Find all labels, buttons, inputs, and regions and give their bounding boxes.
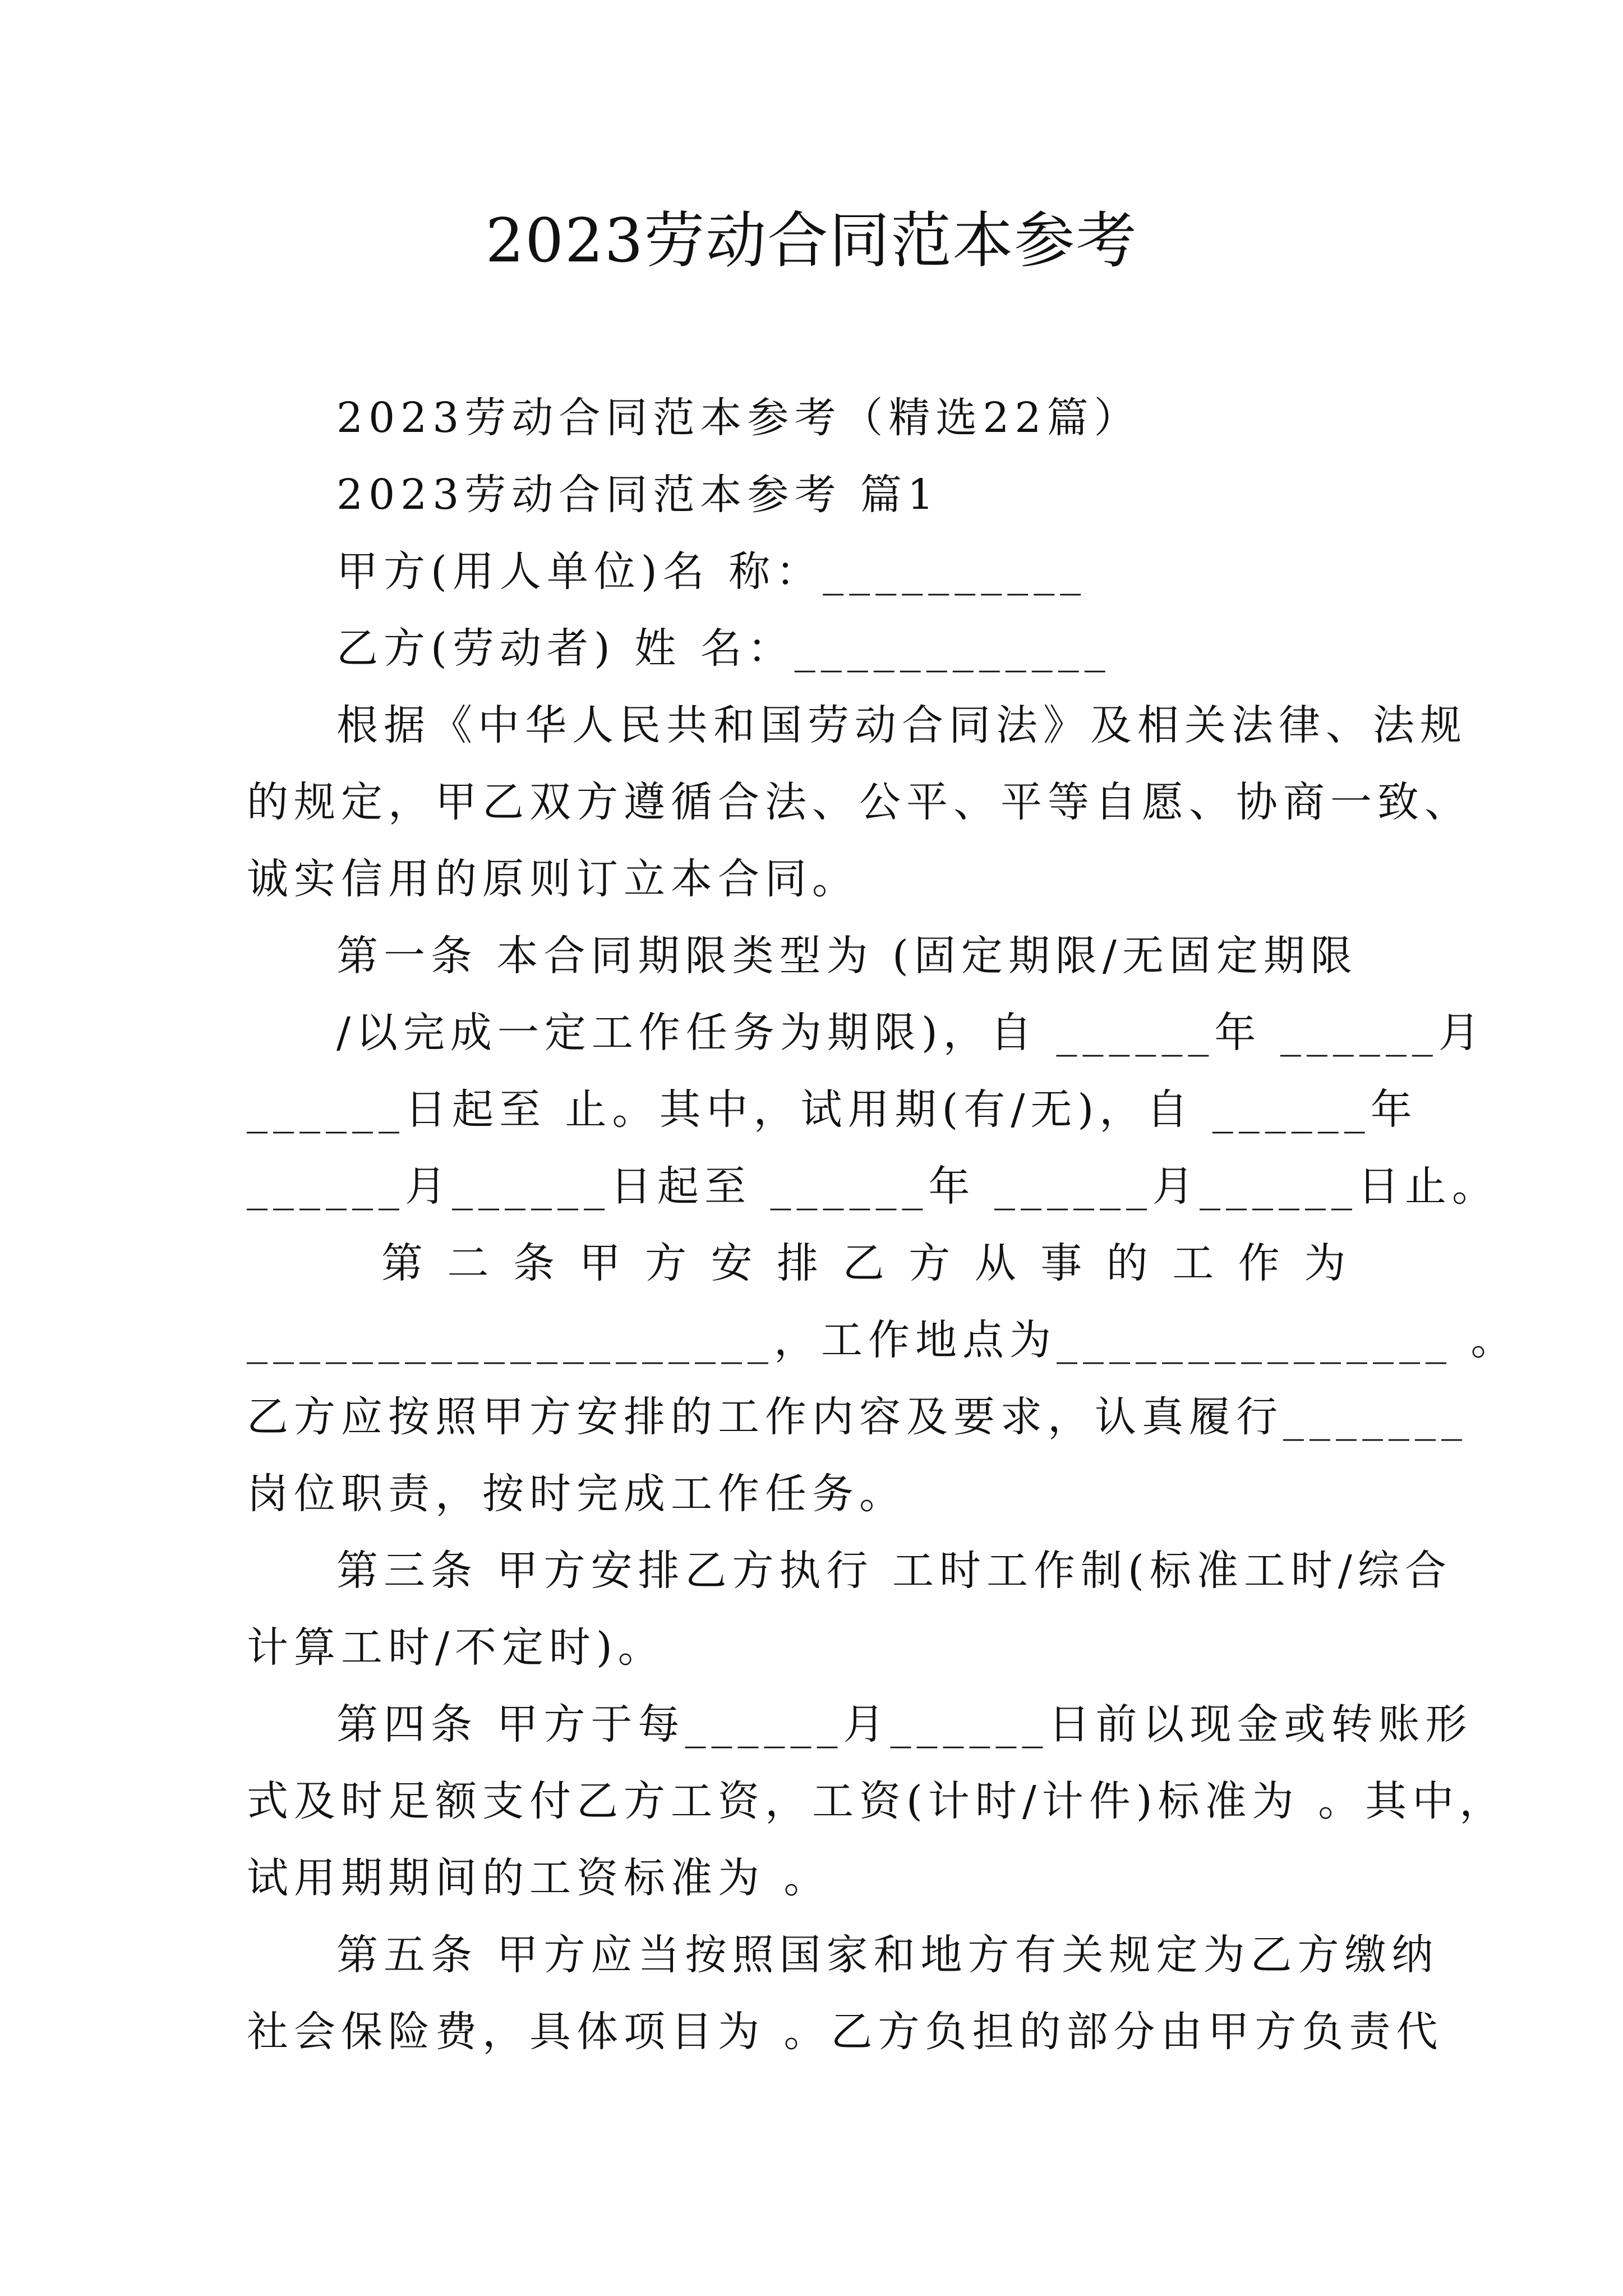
text-line-article-5-a: 第五条 甲方应当按照国家和地方有关规定为乙方缴纳	[336, 1931, 1439, 1979]
text-line-party-a: 甲方(用人单位)名 称：__________	[336, 547, 1087, 596]
text-line-article-2-b: ____________________，工作地点为_______________ 。	[247, 1316, 1518, 1364]
text-line-article-1-d: ______月______日起至 ______年 ______月______日止。	[247, 1162, 1500, 1211]
text-line-section-heading: 2023劳动合同范本参考 篇1	[336, 471, 939, 519]
text-line-article-1-b: /以完成一定工作任务为期限)，自 ______年 ______月	[336, 1009, 1486, 1057]
text-line-article-2-a: 第 二 条 甲 方 安 排 乙 方 从 事 的 工 作 为	[381, 1239, 1352, 1287]
text-line-article-1-c: ______日起至 止。其中，试用期(有/无)，自 ______年	[247, 1085, 1418, 1134]
text-line-article-5-b: 社会保险费，具体项目为 。乙方负担的部分由甲方负责代	[247, 2008, 1444, 2056]
text-line-preamble-3: 诚实信用的原则订立本合同。	[247, 855, 859, 903]
text-line-article-2-c: 乙方应按照甲方安排的工作内容及要求，认真履行_______	[247, 1393, 1468, 1441]
document-title: 2023劳动合同范本参考	[485, 206, 1138, 276]
document-body	[247, 380, 1518, 2070]
text-line-article-4-b: 式及时足额支付乙方工资，工资(计时/计件)标准为 。其中，	[247, 1777, 1507, 1825]
text-line-article-1-a: 第一条 本合同期限类型为 (固定期限/无固定期限	[336, 932, 1358, 980]
text-line-article-3-a: 第三条 甲方安排乙方执行 工时工作制(标准工时/综合	[336, 1547, 1452, 1595]
text-line-article-4-a: 第四条 甲方于每______月______日前以现金或转账形	[336, 1700, 1473, 1749]
text-line-preamble-1: 根据《中华人民共和国劳动合同法》及相关法律、法规	[336, 701, 1467, 749]
text-line-article-4-c: 试用期期间的工资标准为 。	[247, 1854, 831, 1902]
text-line-subtitle: 2023劳动合同范本参考（精选22篇）	[336, 394, 1141, 442]
text-line-preamble-2: 的规定，甲乙双方遵循合法、公平、平等自愿、协商一致、	[247, 778, 1472, 826]
text-line-article-2-d: 岗位职责，按时完成工作任务。	[247, 1470, 906, 1518]
text-line-party-b: 乙方(劳动者) 姓 名：____________	[336, 624, 1111, 673]
text-line-article-3-b: 计算工时/不定时)。	[247, 1623, 665, 1672]
